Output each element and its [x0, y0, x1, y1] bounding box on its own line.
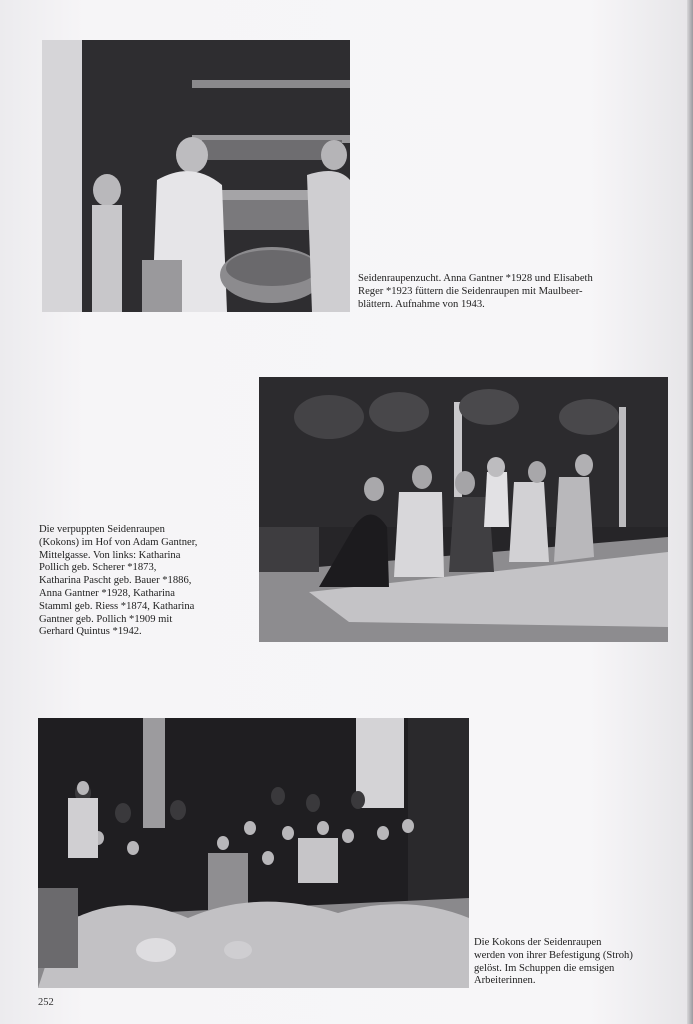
page-edge [687, 0, 693, 1024]
photo-silkworm-feeding-image [42, 40, 350, 312]
caption-line: gelöst. Im Schuppen die emsigen [474, 962, 615, 974]
caption-line: Stamml geb. Riess *1874, Katharina [39, 600, 195, 612]
caption-line: Pollich geb. Scherer *1873, [39, 562, 157, 574]
caption-line: Seidenraupenzucht. Anna Gantner *1928 und Elisabeth [358, 273, 593, 284]
caption-silkworm-feeding [358, 273, 658, 311]
caption-line: Katharina Pascht geb. Bauer *1886, [39, 575, 192, 587]
photo-cocoons-courtyard-image [259, 377, 668, 642]
caption-line: blättern. Aufnahme von 1943. [358, 298, 485, 310]
caption-line: Reger *1923 füttern die Seidenraupen mit Maulbeer- [358, 285, 583, 297]
page-number: 252 [38, 997, 54, 1008]
caption-line: (Kokons) im Hof von Adam Gantner, [39, 536, 198, 548]
caption-line: Gerhard Quintus *1942. [39, 626, 142, 638]
caption-line: Gantner geb. Pollich *1909 mit [39, 613, 173, 625]
caption-line: Arbeiterinnen. [474, 975, 536, 987]
photo-cocoons-courtyard [259, 377, 668, 642]
photo-workers-shed-image [38, 718, 469, 988]
photo-silkworm-feeding [42, 40, 350, 312]
caption-line: Die Kokons der Seidenraupen [474, 937, 602, 948]
photo-workers-shed [38, 718, 469, 988]
caption-line: Anna Gantner *1928, Katharina [39, 587, 175, 599]
caption-line: Mittelgasse. Von links: Katharina [39, 549, 181, 561]
caption-workers-shed [474, 937, 684, 988]
caption-cocoons-courtyard [39, 524, 249, 639]
caption-line: Die verpuppten Seidenraupen [39, 524, 165, 535]
caption-line: werden von ihrer Befestigung (Stroh) [474, 949, 633, 961]
